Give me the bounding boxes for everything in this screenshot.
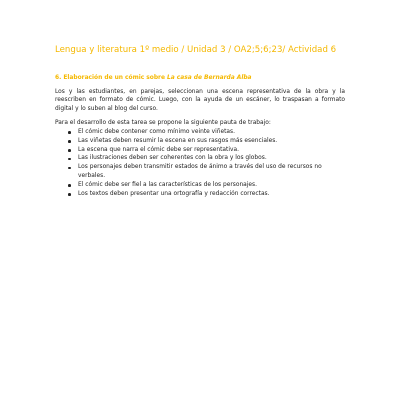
list-item-text: Las ilustraciones deben ser coherentes con la obra y los globos. [78, 155, 267, 162]
activity-heading-prefix: 6. Elaboración de un cómic sobre [55, 75, 168, 81]
list-item-text: El cómic debe contener como mínimo veinte viñetas. [78, 129, 235, 135]
criteria-intro: Para el desarrollo de esta tarea se propone la siguiente pauta de trabajo: [55, 119, 271, 126]
activity-description: Los y las estudiantes, en parejas, seleccionan una escena representativa de la obra y la reescriben en formato de cómic. Luego, con la ayuda de un escáner, lo traspasan a formato digital y lo suben al blog del curso. [55, 88, 345, 113]
list-item [55, 128, 345, 137]
list-item [55, 181, 345, 190]
bullet-icon [68, 184, 71, 187]
list-item [55, 137, 345, 146]
bullet-icon [68, 167, 71, 170]
bullet-icon [68, 193, 71, 196]
bullet-icon [68, 140, 71, 143]
activity-heading [55, 75, 355, 81]
list-item [55, 163, 345, 181]
list-item-text: Los textos deben presentar una ortografía y redacción correctas. [78, 190, 270, 197]
activity-heading-work-title: La casa de Bernarda Alba [167, 75, 252, 81]
bullet-icon [68, 131, 71, 134]
list-item-text: Los personajes deben transmitir estados de ánimo a través del uso de recursos no verbales. [78, 164, 322, 179]
list-item [55, 154, 345, 163]
list-item-text: El cómic debe ser fiel a las características de los personajes. [78, 181, 257, 188]
list-item-text: Las viñetas deben resumir la escena en sus rasgos más esenciales. [78, 137, 278, 144]
list-item-text: La escena que narra el cómic debe ser representativa. [78, 146, 239, 153]
bullet-icon [68, 149, 71, 152]
list-item [55, 190, 345, 199]
bullet-icon [68, 158, 71, 161]
page-header-title: Lengua y literatura 1º medio / Unidad 3 / OA2;5;6;23/ Actividad 6 [55, 45, 337, 55]
list-item [55, 146, 345, 155]
criteria-list [55, 128, 345, 198]
